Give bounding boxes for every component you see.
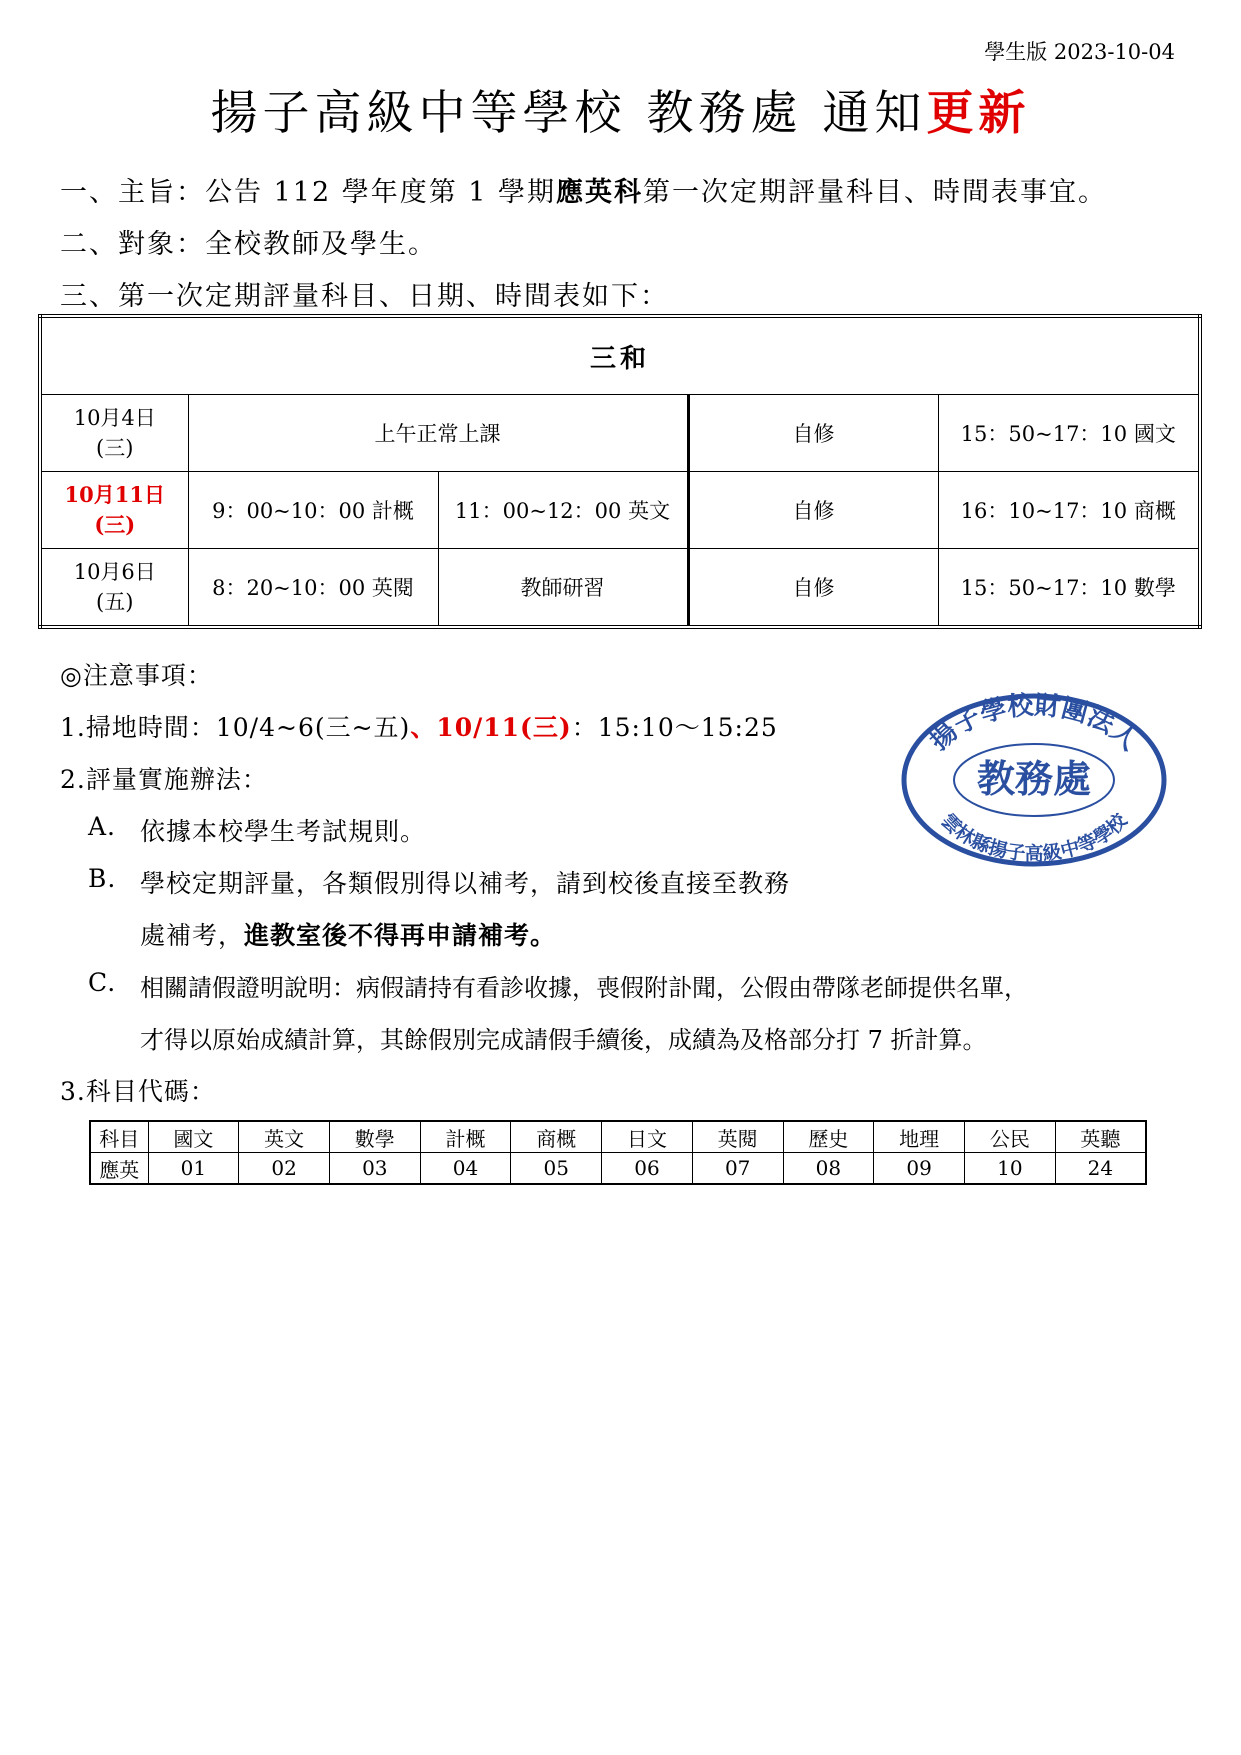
pm-cell: 15：50~17：10 國文 [938, 395, 1200, 472]
code-cell: 英閱 [692, 1121, 783, 1153]
note-b-text-bold: 進教室後不得再申請補考。 [244, 921, 557, 950]
item-one-department: 應英科 [556, 177, 644, 208]
note-method: 2.評量實施辦法： [60, 765, 268, 794]
seal-center-text: 教務處 [976, 756, 1092, 801]
note-b-text-line1: 學校定期評量，各類假別得以補考，請到校後直接至教務 [140, 869, 791, 898]
code-cell: 國文 [148, 1121, 239, 1153]
official-seal-stamp [898, 690, 1170, 870]
codes-heading: 3.科目代碼： [60, 1077, 216, 1106]
title-main: 揚子高級中等學校 教務處 通知 [210, 86, 927, 141]
note-c-text-line1: 相關請假證明說明：病假請持有看診收據，喪假附訃聞，公假由帶隊老師提供名單， [140, 974, 1028, 1002]
code-cell: 03 [329, 1153, 420, 1185]
pm-cell: 16：10~17：10 商概 [938, 472, 1200, 549]
subject-code-table [89, 1120, 1147, 1185]
code-cell: 10 [964, 1153, 1055, 1185]
slot2-cell: 教師研習 [438, 549, 688, 628]
code-cell: 24 [1055, 1153, 1146, 1185]
code-cell: 07 [692, 1153, 783, 1185]
note-cleaning [60, 708, 778, 744]
seal-top-path: 揚子學校財團法人 [924, 690, 1144, 757]
pm-cell: 15：50~17：10 數學 [938, 549, 1200, 628]
note-cleaning-suffix: ：15:10～15:25 [571, 713, 778, 742]
weekday-text: (三) [94, 512, 136, 537]
item-one-suffix: 第一次定期評量科目、時間表事宜。 [643, 177, 1108, 208]
code-cell: 應英 [90, 1153, 148, 1185]
code-cell: 地理 [874, 1121, 965, 1153]
code-cell: 日文 [602, 1121, 693, 1153]
item-three: 三、第一次定期評量科目、日期、時間表如下： [60, 281, 669, 312]
date-cell [40, 395, 188, 472]
code-cell: 數學 [329, 1121, 420, 1153]
schedule-row [40, 549, 1200, 628]
schedule-row [40, 395, 1200, 472]
notes-heading: ◎注意事項： [60, 661, 213, 690]
slot1-cell: 8：20~10：00 英閱 [188, 549, 438, 628]
date-text: 10月4日 [73, 406, 156, 430]
note-b-text-plain: 處補考， [140, 921, 245, 950]
seal-top-text [924, 690, 1144, 757]
note-c-label: C. [88, 968, 117, 997]
slot1-cell: 9：00~10：00 計概 [188, 472, 438, 549]
item-two: 二、對象：全校教師及學生。 [60, 229, 437, 260]
code-cell: 06 [602, 1153, 693, 1185]
schedule-table [38, 314, 1202, 629]
date-text: 10月11日 [64, 482, 165, 507]
code-cell: 09 [874, 1153, 965, 1185]
code-cell: 05 [511, 1153, 602, 1185]
code-row-subjects [90, 1121, 1146, 1153]
date-text: 10月6日 [73, 560, 156, 584]
note-a-label: A. [88, 812, 117, 841]
note-c-text-line2: 才得以原始成績計算，其餘假別完成請假手續後，成績為及格部分打 7 折計算。 [140, 1026, 987, 1054]
schedule-row [40, 472, 1200, 549]
code-cell: 歷史 [783, 1121, 874, 1153]
schedule-header: 三和 [40, 316, 1200, 395]
code-cell: 公民 [964, 1121, 1055, 1153]
weekday-text: (三) [96, 436, 134, 460]
code-cell: 01 [148, 1153, 239, 1185]
date-cell [40, 549, 188, 628]
note-b-text-line2 [140, 916, 556, 952]
mid-cell: 自修 [688, 395, 938, 472]
mid-cell: 自修 [688, 549, 938, 628]
item-one [60, 170, 1107, 209]
code-cell: 02 [239, 1153, 330, 1185]
morning-cell: 上午正常上課 [188, 395, 688, 472]
code-cell: 08 [783, 1153, 874, 1185]
slot2-cell: 11：00~12：00 英文 [438, 472, 688, 549]
title-highlight: 更新 [926, 86, 1031, 141]
code-cell: 計概 [420, 1121, 511, 1153]
code-cell: 英聽 [1055, 1121, 1146, 1153]
date-cell [40, 472, 188, 549]
page-title [0, 76, 1241, 143]
note-cleaning-prefix: 1.掃地時間：10/4~6(三~五) [60, 713, 411, 742]
code-cell: 04 [420, 1153, 511, 1185]
item-one-prefix: 一、主旨：公告 112 學年度第 1 學期 [60, 177, 557, 208]
note-a-text: 依據本校學生考試規則。 [140, 817, 427, 846]
note-b-label: B. [88, 864, 117, 893]
version-label: 學生版 2023-10-04 [984, 40, 1175, 64]
code-row-values [90, 1153, 1146, 1185]
code-cell: 商概 [511, 1121, 602, 1153]
mid-cell: 自修 [688, 472, 938, 549]
seal-bottom-path: 雲林縣揚子高級中等學校 [936, 809, 1132, 865]
code-cell: 科目 [90, 1121, 148, 1153]
note-cleaning-highlight: 、10/11(三) [410, 713, 572, 742]
weekday-text: (五) [96, 590, 134, 614]
code-cell: 英文 [239, 1121, 330, 1153]
